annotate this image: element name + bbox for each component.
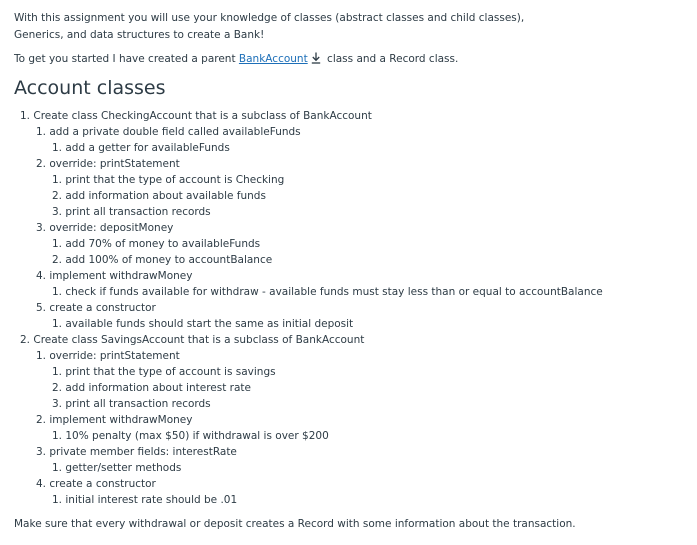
outline-item-level-3	[52, 204, 211, 220]
outline-item-text: add a private double field called availableFunds	[49, 126, 301, 138]
outline-item-number: 4.	[36, 270, 47, 282]
outline-item-number: 1.	[52, 174, 63, 186]
outline-item-level-3	[52, 236, 260, 252]
outline-item-text: add information about interest rate	[65, 382, 251, 394]
closing-text: Make sure that every withdrawal or deposit creates a Record with some information about the transaction.	[14, 518, 576, 530]
outline-item-number: 1.	[36, 350, 47, 362]
starter-text	[14, 51, 458, 67]
outline-item-level-3	[52, 284, 603, 300]
outline-item-number: 1.	[52, 238, 63, 250]
outline-item-number: 5.	[36, 302, 47, 314]
outline-item-number: 3.	[52, 398, 63, 410]
outline-item-number: 4.	[36, 478, 47, 490]
outline-item-text: 10% penalty (max $50) if withdrawal is over $200	[65, 430, 329, 442]
outline-item-level-2	[36, 348, 180, 364]
outline-item-number: 2.	[52, 382, 63, 394]
outline-item-level-3	[52, 172, 284, 188]
outline-item-level-2	[36, 444, 237, 460]
outline-item-text: initial interest rate should be .01	[65, 494, 238, 506]
outline-item-level-2	[36, 412, 192, 428]
outline-item-text: implement withdrawMoney	[49, 270, 193, 282]
outline-item-level-2	[36, 300, 156, 316]
outline-item-text: add a getter for availableFunds	[65, 142, 230, 154]
outline-item-text: print all transaction records	[65, 398, 211, 410]
outline-item-text: private member fields: interestRate	[49, 446, 237, 458]
outline-item-level-2	[36, 156, 180, 172]
outline-item-level-3	[52, 492, 237, 508]
starter-text-before: To get you started I have created a parent	[14, 53, 239, 65]
starter-text-after: class and a Record class.	[323, 53, 459, 65]
outline-item-text: override: printStatement	[49, 350, 180, 362]
section-heading: Account classes	[14, 77, 166, 99]
outline-item-text: add information about available funds	[65, 190, 266, 202]
outline-item-number: 2.	[52, 254, 63, 266]
outline-item-number: 3.	[52, 206, 63, 218]
outline-item-number: 3.	[36, 446, 47, 458]
outline-item-text: getter/setter methods	[65, 462, 182, 474]
outline-item-text: check if funds available for withdraw - available funds must stay less than or equal to accountBalance	[65, 286, 603, 298]
outline-item-text: Create class CheckingAccount that is a subclass of BankAccount	[33, 110, 372, 122]
outline-item-text: create a constructor	[49, 302, 156, 314]
outline-item-text: override: printStatement	[49, 158, 180, 170]
bankaccount-link[interactable]: BankAccount	[238, 53, 308, 65]
outline-item-level-3	[52, 252, 272, 268]
outline-item-level-3	[52, 316, 353, 332]
outline-item-level-2	[36, 268, 192, 284]
outline-item-number: 1.	[52, 366, 63, 378]
outline-item-number: 2.	[36, 414, 47, 426]
outline-item-level-3	[52, 140, 230, 156]
outline-item-number: 1.	[52, 494, 63, 506]
outline-item-level-3	[52, 428, 329, 444]
outline-item-level-3	[52, 188, 266, 204]
outline-item-text: add 100% of money to accountBalance	[65, 254, 273, 266]
outline-item-text: print all transaction records	[65, 206, 211, 218]
outline-item-text: create a constructor	[49, 478, 156, 490]
outline-item-number: 1.	[52, 286, 63, 298]
outline-item-text: print that the type of account is Checking	[65, 174, 285, 186]
outline-item-number: 1.	[36, 126, 47, 138]
outline-item-text: Create class SavingsAccount that is a subclass of BankAccount	[33, 334, 365, 346]
outline-item-number: 2.	[20, 334, 31, 346]
outline-item-level-3	[52, 460, 181, 476]
outline-item-text: available funds should start the same as initial deposit	[65, 318, 354, 330]
outline-item-level-1	[20, 108, 372, 124]
outline-item-text: add 70% of money to availableFunds	[65, 238, 261, 250]
outline-item-number: 1.	[20, 110, 31, 122]
outline-item-text: print that the type of account is savings	[65, 366, 276, 378]
outline-item-level-2	[36, 476, 156, 492]
outline-item-number: 1.	[52, 142, 63, 154]
outline-item-level-2	[36, 124, 301, 140]
outline-item-number: 1.	[52, 462, 63, 474]
outline-item-number: 2.	[36, 158, 47, 170]
outline-item-number: 1.	[52, 430, 63, 442]
outline-item-level-3	[52, 396, 211, 412]
download-icon[interactable]	[311, 52, 321, 64]
outline-item-number: 3.	[36, 222, 47, 234]
outline-item-number: 1.	[52, 318, 63, 330]
outline-item-level-2	[36, 220, 173, 236]
outline-item-level-3	[52, 364, 276, 380]
outline-item-text: implement withdrawMoney	[49, 414, 193, 426]
intro-text: With this assignment you will use your knowledge of classes (abstract classes and child classes), Generics, and data structures to create a Bank!	[14, 12, 525, 41]
outline-item-text: override: depositMoney	[49, 222, 174, 234]
outline-item-level-3	[52, 380, 251, 396]
outline-item-level-1	[20, 332, 364, 348]
outline-item-number: 2.	[52, 190, 63, 202]
